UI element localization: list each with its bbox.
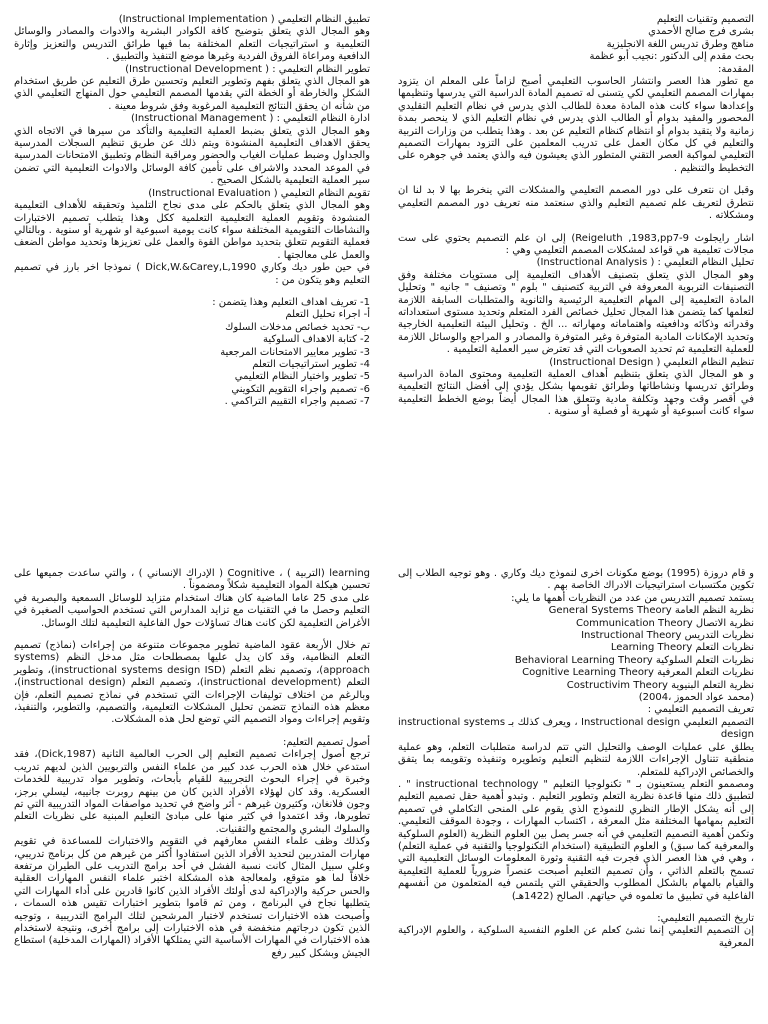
text-paragraph: تطبيق النظام التعليمي ( Instructional Implementation) <box>118 14 370 25</box>
text-paragraph: وهو المجال الذي يتعلق بالحكم على مدى نجاح التلميذ وتحقيقه للأهداف التعليمية المنشودة وتقويم العملية التعليمية التعلمية ككل وهذا يتطلب تصميم الاختبارات والنشاطات التقويمية المختلفة سواء كانت يومية اسبوعية او شهرية أو سنوية . وبالتالي فعملية التقويم تتعلق بتحديد مواطن القوة والعمل على تعزيزها وتحديد مواطن الضعف والعمل على معالجتها . <box>14 200 370 261</box>
text-paragraph: ترجع أصول إجراءات تصميم التعليم إلى الحرب العالمية الثانية (Dick,1987)، فقد استدعي خلال هذه الحرب عدد كبير من علماء النفس والتربويين الذين لديهم تدريب وخبرة في إجراء البحوث التجريبية للقيام بأبحاث، وتطوير مواد تدريبية للخدمات العسكرية. وقد كان لهؤلاء الأفراد الذين كان من بينهم روبرت جانييه، ليسلي برجز، وجون فلانغان، وكثيرون غيرهم - أثر واضح في تحديد مواصفات المواد التدريبية التي تم تطويرها، وقد اعتمدوا في كثير منها على مبادئ التعليم المبنية على نظريات التعلم والسلوك البشري والمجتمع والتقنيات. <box>14 749 370 835</box>
paragraph-gap <box>14 727 370 737</box>
text-paragraph: ب- تحديد خصائص مدخلات السلوك <box>225 321 370 333</box>
text-paragraph: نظرية الاتصال Communication Theory <box>575 617 754 629</box>
text-paragraph: 5- تطوير واختيار النظام التعليمي <box>234 371 370 383</box>
page-top-right <box>398 14 754 419</box>
text-paragraph: تطوير النظام التعليمي : ( Instructional Development) <box>125 63 370 75</box>
text-paragraph: نظريات التعلم Learning Theory <box>610 642 754 654</box>
text-paragraph: إن التصميم التعليمي إنما نشئ كعلم عن العلوم النفسية السلوكية ، والعلوم الإدراكية المعرفية <box>398 925 754 949</box>
text-paragraph: بحث مقدم إلى الدكتور :نجيب أبو عظمة <box>589 51 754 63</box>
text-paragraph: نظريات التعلم السلوكية Behavioral Learning Theory <box>514 654 754 666</box>
page-bottom-right <box>398 568 754 950</box>
text-paragraph: تعريف التصميم التعليمي : <box>647 704 754 716</box>
text-paragraph: أ- اجراء تحليل التعلم <box>285 309 370 321</box>
text-paragraph: تقويم النظام التعليمي ( Instructional Evaluation) <box>148 187 370 199</box>
text-paragraph: و قام دروزة (1995) بوضع مكونات اخرى لنموذج ديك وكاري . وهو توجيه الطلاب إلى تكوين مكتسبات استراتيجيات الادراك الخاصة بهم . <box>398 568 754 592</box>
text-paragraph: 7- تصميم واجراء التقييم التراكمي . <box>224 396 370 408</box>
text-paragraph: 2- كتابة الاهداف السلوكية <box>263 334 370 346</box>
text-paragraph: learning (التربية ) ، Cognitive ( الإدراك الإنساني ) ، والتي ساعدت جميعها على تحسين هيكلة المواد التعليمية شكلاً ومضموناً . <box>14 568 370 592</box>
text-paragraph: وهو المجال الذي يتعلق بتصنيف الأهداف التعليمية إلى مستويات مختلفة وفق التصنيفات التربوية المعروفة في التربية كتصنيف " بلوم " وتصنيف " جانيه " وتحليل المادة التعليمية إلى المهام التعليمية الرئيسية والثانوية والمتطلبات السابقة اللازمة لتعلمها كما يتضمن هذا المجال تحليل خصائص الفرد المتعلم وتحديد مستوى استعداداته وقدراته وذكائه ودافعيته واهتماماته ومهاراته ... الخ . وتحليل البيئة التعليمية الخارجية وتحديد الإمكانات المادية المتوفرة وغير المتوفرة والمصادر و المراجع والوسائل اللازمة للعملية التعليمية ثم تحديد الصعوبات التي قد تعترض سير العملية التعليمية . <box>398 269 754 356</box>
text-paragraph: وهو المجال الذي يتعلق بتوضيح كافة الكوادر البشرية والادوات والمصادر والوسائل التعليمية و استراتيجيات التعلم المختلفة بما فيها طرائق التدريس والتعزيز وإثارة الدافعية ومراعاة الفروق الفردية وغيرها موضع التنفيذ والتطبيق . <box>14 26 370 63</box>
text-paragraph: يطلق على عمليات الوصف والتحليل التي تتم لدراسة متطلبات التعلم، وهو عملية منطقية تتناول الإجراءات اللازمة لتنظيم التعليم وتطويره وتنفيذه وتقويمه بما يتفق والخصائص الإدراكية للمتعلم. <box>398 741 754 778</box>
text-paragraph: نظريات التعلم المعرفية Cognitive Learning Theory <box>522 667 754 679</box>
text-paragraph: 3- تطوير معايير الامتحانات المرجعية <box>220 346 370 358</box>
text-paragraph: بشرى فرج صالح الأحمدي <box>648 26 754 38</box>
text-paragraph: تحليل النظام التعليمي : ( Instructional Analysis) <box>536 257 754 269</box>
text-paragraph: في حين طور ديك وكاري Dick,W.&Carey,L,1990 ) نموذجا اخر بارز في تصميم التعليم وهو يتكون من : <box>14 262 370 286</box>
text-paragraph: وقبل ان نتعرف على دور المصمم التعليمي والمشكلات التي ينخرط بها لا بد لنا ان نتطرق لتعريف علم تصميم التعليم والذي سنعتمد منه تعريف دور المصمم التعليمي ومشكلاته . <box>398 185 754 222</box>
text-paragraph: اشار رايجلوث Reigeluth ,1983,pp7-9) إلى ان علم التصميم يحتوي على ست مجالات تعليمية هي قواعد لمشكلات المصمم التعليمي وهي : <box>398 232 754 256</box>
paragraph-gap <box>14 287 370 297</box>
text-paragraph: تم خلال الأربعة عقود الماضية تطوير مجموعات متنوعة من إجراءات (نماذج) تصميم التعلم النظامية، وقد كان يدل عليها بمصطلحات مثل مدخل النظم (systems approach)، وتصميم نظم التعلم (instructional systems design ISD)، وتطوير التعلم (instructional development)، وتصميم التعلم (instructional design)، وبالرغم من اختلاف توليفات الإجراءات التي تستخدم في نماذج تصميم التعلم، فإن معظم هذه النماذج تتضمن تحليل المشكلات التعليمية، والتصميم، والتطوير، والتنفيذ، وتقويم إجراءات ومواد التصميم التي توضع لحل هذه المشكلات. <box>14 640 370 726</box>
text-paragraph: ومصممو التعلم يستعينون بـ " تكنولوجيا التعليم " instructional technology " . لتطبيق ذلك منها قاعدة نظرية التعلم وتطوير التعليم . وتبدو أهمية حقل تصميم التعليم إلى أنه يشكل الإطار النظري للنموذج الذي يقوم على المنحى التكاملي في تصميم التعليم بمهامها المختلفة مثل المعرفة ، اكتساب المهارات ، وجودة الموقف التعليمي. وتكمن أهمية التصميم التعليمي في أنه جسر يصل بين العلوم النظرية (العلوم السلوكية والمعرفية كما سبق) و العلوم التطبيقية (استخدام التكنولوجيا والتقنية في عملية التعلم) ، وهي في هذا العصر الذي فجرت فيه التقنية وثورة المعلومات الوسائل التعليمية التي تسمح بالتعلم الذاتي ، وأن تصميم التعليم أصبحت عنصراً ضرورياً للعملية التعليمية والقيام بالمهام بالشكل المطلوب والحقيقي التي يلتمس فيه المتعلمون من أنفسهم الفاعلية في تطبيق ما تعلموه في حياتهم. الصالح (1422هـ) <box>398 778 755 902</box>
text-paragraph: 4- تطوير استراتيجيات التعلم <box>252 358 370 370</box>
text-paragraph: وكذلك وظف علماء النفس معارفهم في التقويم والاختبارات للمساعدة في تقويم مهارات المتدربين لتحديد الأفراد الذين استفادوا أكثر من غيرهم من كل برنامج تدريبي، وعلى سبيل المثال كانت نسبة الفشل في أحد برامج التدريب على الطيران مرتفعة خلافاً لما هو متوقع، ولمعالجة هذه المشكلة اختبر علماء النفس المهارات العقلية والحس حركية والإدراكية لدى أولئك الأفراد الذين كانوا قادرين على أداء المهارات التي يتطلبها نجاح في البرنامج ، ومن ثم قاموا بتطوير اختبارات تقيس هذه السمات ، وأصبحت هذه الاختبارات تستخدم لاختبار المرشحين لتلك البرامج التدريبية ، وتوجيه الذين تكون درجاتهم منخفضة في هذه الاختبارات إلى برامج أخرى، ونتيجة لاستخدام هذه الاختبارات في المهارات الأساسية التي يمتلكها الأفراد (المهارات المدخلية) استطاع الجيش وبشكل كبير رفع <box>14 836 370 959</box>
page-top-left <box>14 14 370 409</box>
text-paragraph: المقدمة: <box>717 63 754 75</box>
paragraph-gap <box>398 175 754 185</box>
paragraph-gap <box>14 630 370 640</box>
text-paragraph: مع تطور هذا العصر وانتشار الحاسوب التعليمي أصبح لزاماً على المعلم ان يتزود بمهارات المصمم التعليمي لكي يتسنى له تصميم المادة الدراسية التي يدرسها وتنظيمها وإعدادها سواء كانت هذه المادة معدة للطالب الذي يدرس في نظام التعليم التقليدي المحصور والمقيد بدوام أو الطالب الذي يدرس في نظام التعليم الذي لا ينحصر بمدة زمانية ولا يتقيد بدوام أو انتظام كنظام التعليم عن بعد . وهذا يتطلب من وزارات التربية والتعليم في كل مكان العمل على تدريب المعلمين على التزود بمهارات التصميم التعليمي لمواكبة العصر التقني المتطور الذي يعيشون فيه والذي يعتمد في جوهره على التخطيط والتنظيم . <box>398 76 754 174</box>
text-paragraph: نظريات التدريس Instructional Theory <box>581 630 754 642</box>
text-paragraph: هو المجال الذي يتعلق بفهم وتطوير التعليم وتحسين طرق التعليم عن طريق استخدام الشكل والخارطة أو الخطة التي يقدمها المصمم التعليمي حول المنهاج التعليمي الذي من شأنه ان يحقق النتائج التعليمية المرغوبة وفق شروط معينة . <box>14 76 370 112</box>
text-paragraph: يستمد تصميم التدريس من عدد من النظريات أهمها ما يلي: <box>511 592 754 604</box>
page-bottom-left <box>14 568 370 960</box>
text-paragraph: أصول تصميم التعليم: <box>283 736 370 748</box>
text-paragraph: وهو المجال الذي يتعلق بضبط العملية التعليمية والتأكد من سيرها في الاتجاه الذي يحقق الاهداف التعليمية المنشودة ويتم ذلك عن طريق تنظيم السجلات المدرسية والجداول وضبط عمليات الغياب والحضور ومراقبة النظام وتطبيق الامتحانات المدرسية في الموعد المحدد والاشراف على تأمين كافة الوسائل والادوات التعليمية التي تضمن سير العملية التعليمية بالشكل الصحيح . <box>14 125 370 187</box>
text-paragraph: ادارة النظام التعليمي : ( Instructional Management) <box>130 113 370 125</box>
text-paragraph: التصميم التعليمي Instructional design ، ويعرف كذلك بـ instructional systems design <box>398 716 755 741</box>
paragraph-gap <box>398 903 754 913</box>
text-paragraph: مناهج وطرق تدريس اللغة الانجليزية <box>606 38 754 50</box>
paragraph-gap <box>398 223 754 233</box>
text-paragraph: 1- تعريف اهداف التعليم وهذا يتضمن : <box>212 296 370 308</box>
text-paragraph: تاريخ التصميم التعليمي: <box>657 912 754 924</box>
text-paragraph: تنظيم النظام التعليمي ( Instructional Design) <box>549 356 754 368</box>
text-paragraph: على مدى 25 عاما الماضية كان هناك استخدام متزايد للوسائل السمعية والبصرية في التعليم وحصل ما في التقنيات مع تزايد المدارس التي تستخدم الحواسيب الصغيرة في الأغراض التعليمية لكن كانت هناك تساؤلات حول الفاعلية التعليمية لتلك الوسائل. <box>14 592 371 629</box>
text-paragraph: نظرية النظم العامة General Systems Theory <box>548 605 754 617</box>
text-paragraph: التصميم وتقنيات التعليم <box>656 14 754 25</box>
text-paragraph: و هو المجال الذي يتعلق بتنظيم أهداف العملية التعليمية ومحتوى المادة الدراسية وطرائق تدريسها ونشاطاتها وطرائق تقويمها بشكل يؤدي إلى أفضل النتائج التعليمية في أقصر وقت وجهد وتكلفة مادية وتتعلق هذا المجال أيضاً بوضع الخطط التعليمية سواء كانت أسبوعية أو شهرية أو فصلية أو سنوية . <box>398 368 754 418</box>
text-paragraph: 6- تصميم واجراء التقويم التكويني <box>231 383 370 395</box>
text-paragraph: (محمد عواد الحموز ،2004) <box>638 692 754 704</box>
text-paragraph: نظرية التعلم البنيوية Costructivim Theory <box>566 679 754 691</box>
